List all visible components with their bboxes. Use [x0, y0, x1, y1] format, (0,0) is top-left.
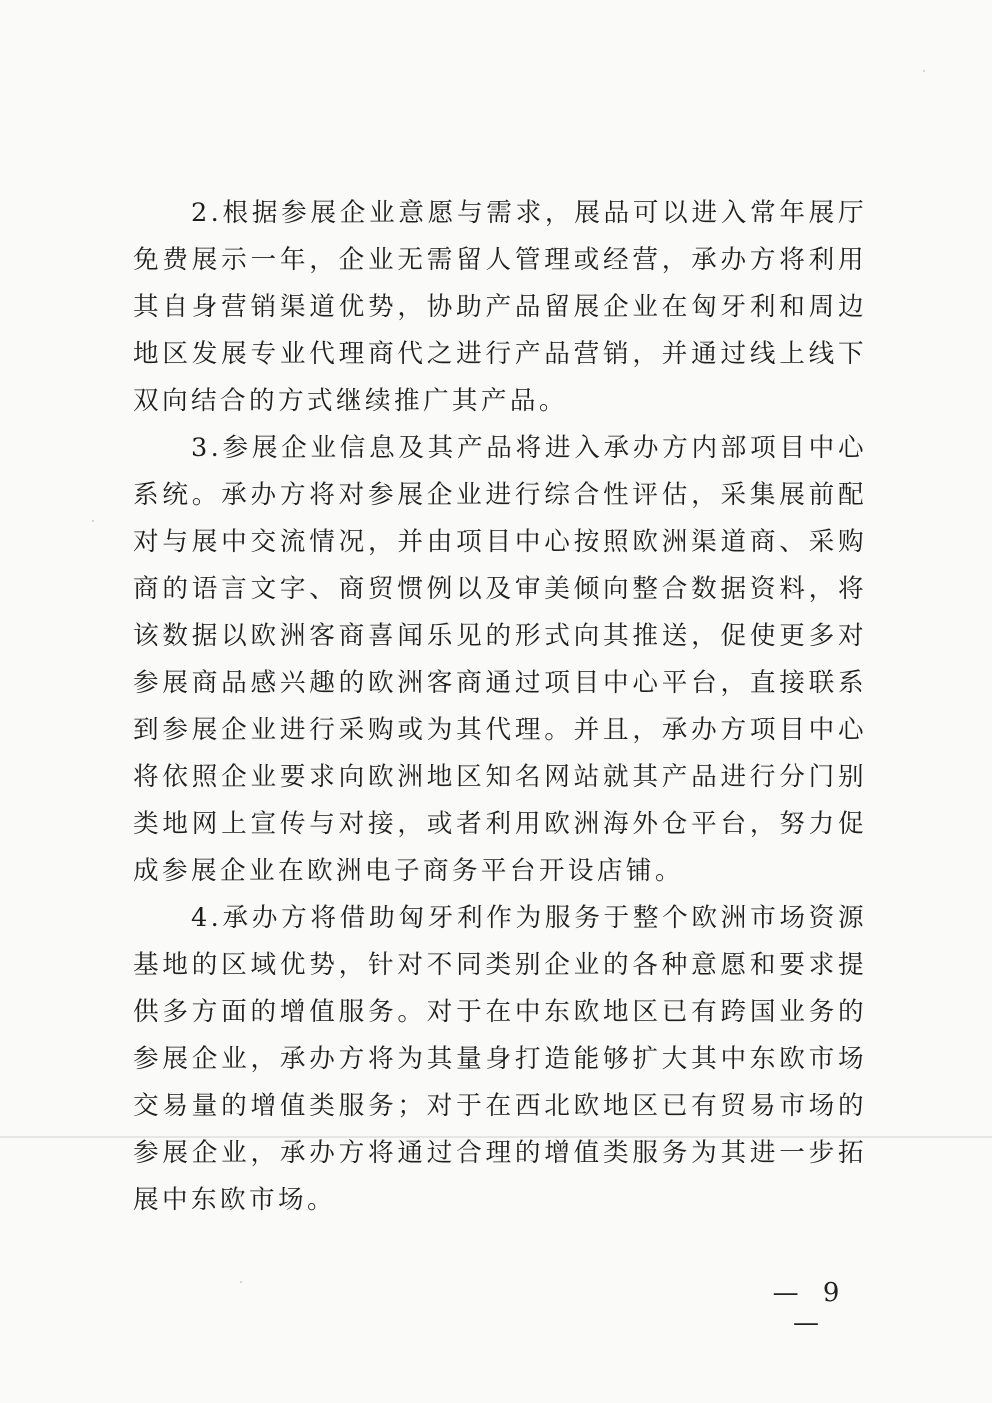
scan-speck: [92, 520, 94, 522]
paragraph-2: 2.根据参展企业意愿与需求，展品可以进入常年展厅免费展示一年，企业无需留人管理或经营，承办方将利用其自身营销渠道优势，协助产品留展企业在匈牙利和周边地区发展专业代理商代之进行产品营销，并通过线上线下双向结合的方式继续推广其产品。: [133, 198, 867, 416]
page-number: — 9 —: [772, 1278, 848, 1338]
scan-speck: [923, 70, 925, 72]
paragraph-3: 3.参展企业信息及其产品将进入承办方内部项目中心系统。承办方将对参展企业进行综合性评估，采集展前配对与展中交流情况，并由项目中心按照欧洲渠道商、采购商的语言文字、商贸惯例以及审美倾向整合数据资料，将该数据以欧洲客商喜闻乐见的形式向其推送，促使更多对参展商品感兴趣的欧洲客商通过项目中心平台，直接联系到参展企业进行采购或为其代理。并且，承办方项目中心将依照企业要求向欧洲地区知名网站就其产品进行分门别类地网上宣传与对接，或者利用欧洲海外仓平台，努力促成参展企业在欧洲电子商务平台开设店铺。: [133, 433, 867, 886]
paragraph-4: 4.承办方将借助匈牙利作为服务于整个欧洲市场资源基地的区域优势，针对不同类别企业的各种意愿和要求提供多方面的增值服务。对于在中东欧地区已有跨国业务的参展企业，承办方将为其量身打造能够扩大其中东欧市场交易量的增值类服务；对于在西北欧地区已有贸易市场的参展企业，承办方将通过合理的增值类服务为其进一步拓展中东欧市场。: [133, 903, 867, 1215]
scan-fold-line: [0, 1136, 992, 1138]
scan-speck: [240, 1281, 242, 1283]
document-body: [133, 190, 867, 1224]
